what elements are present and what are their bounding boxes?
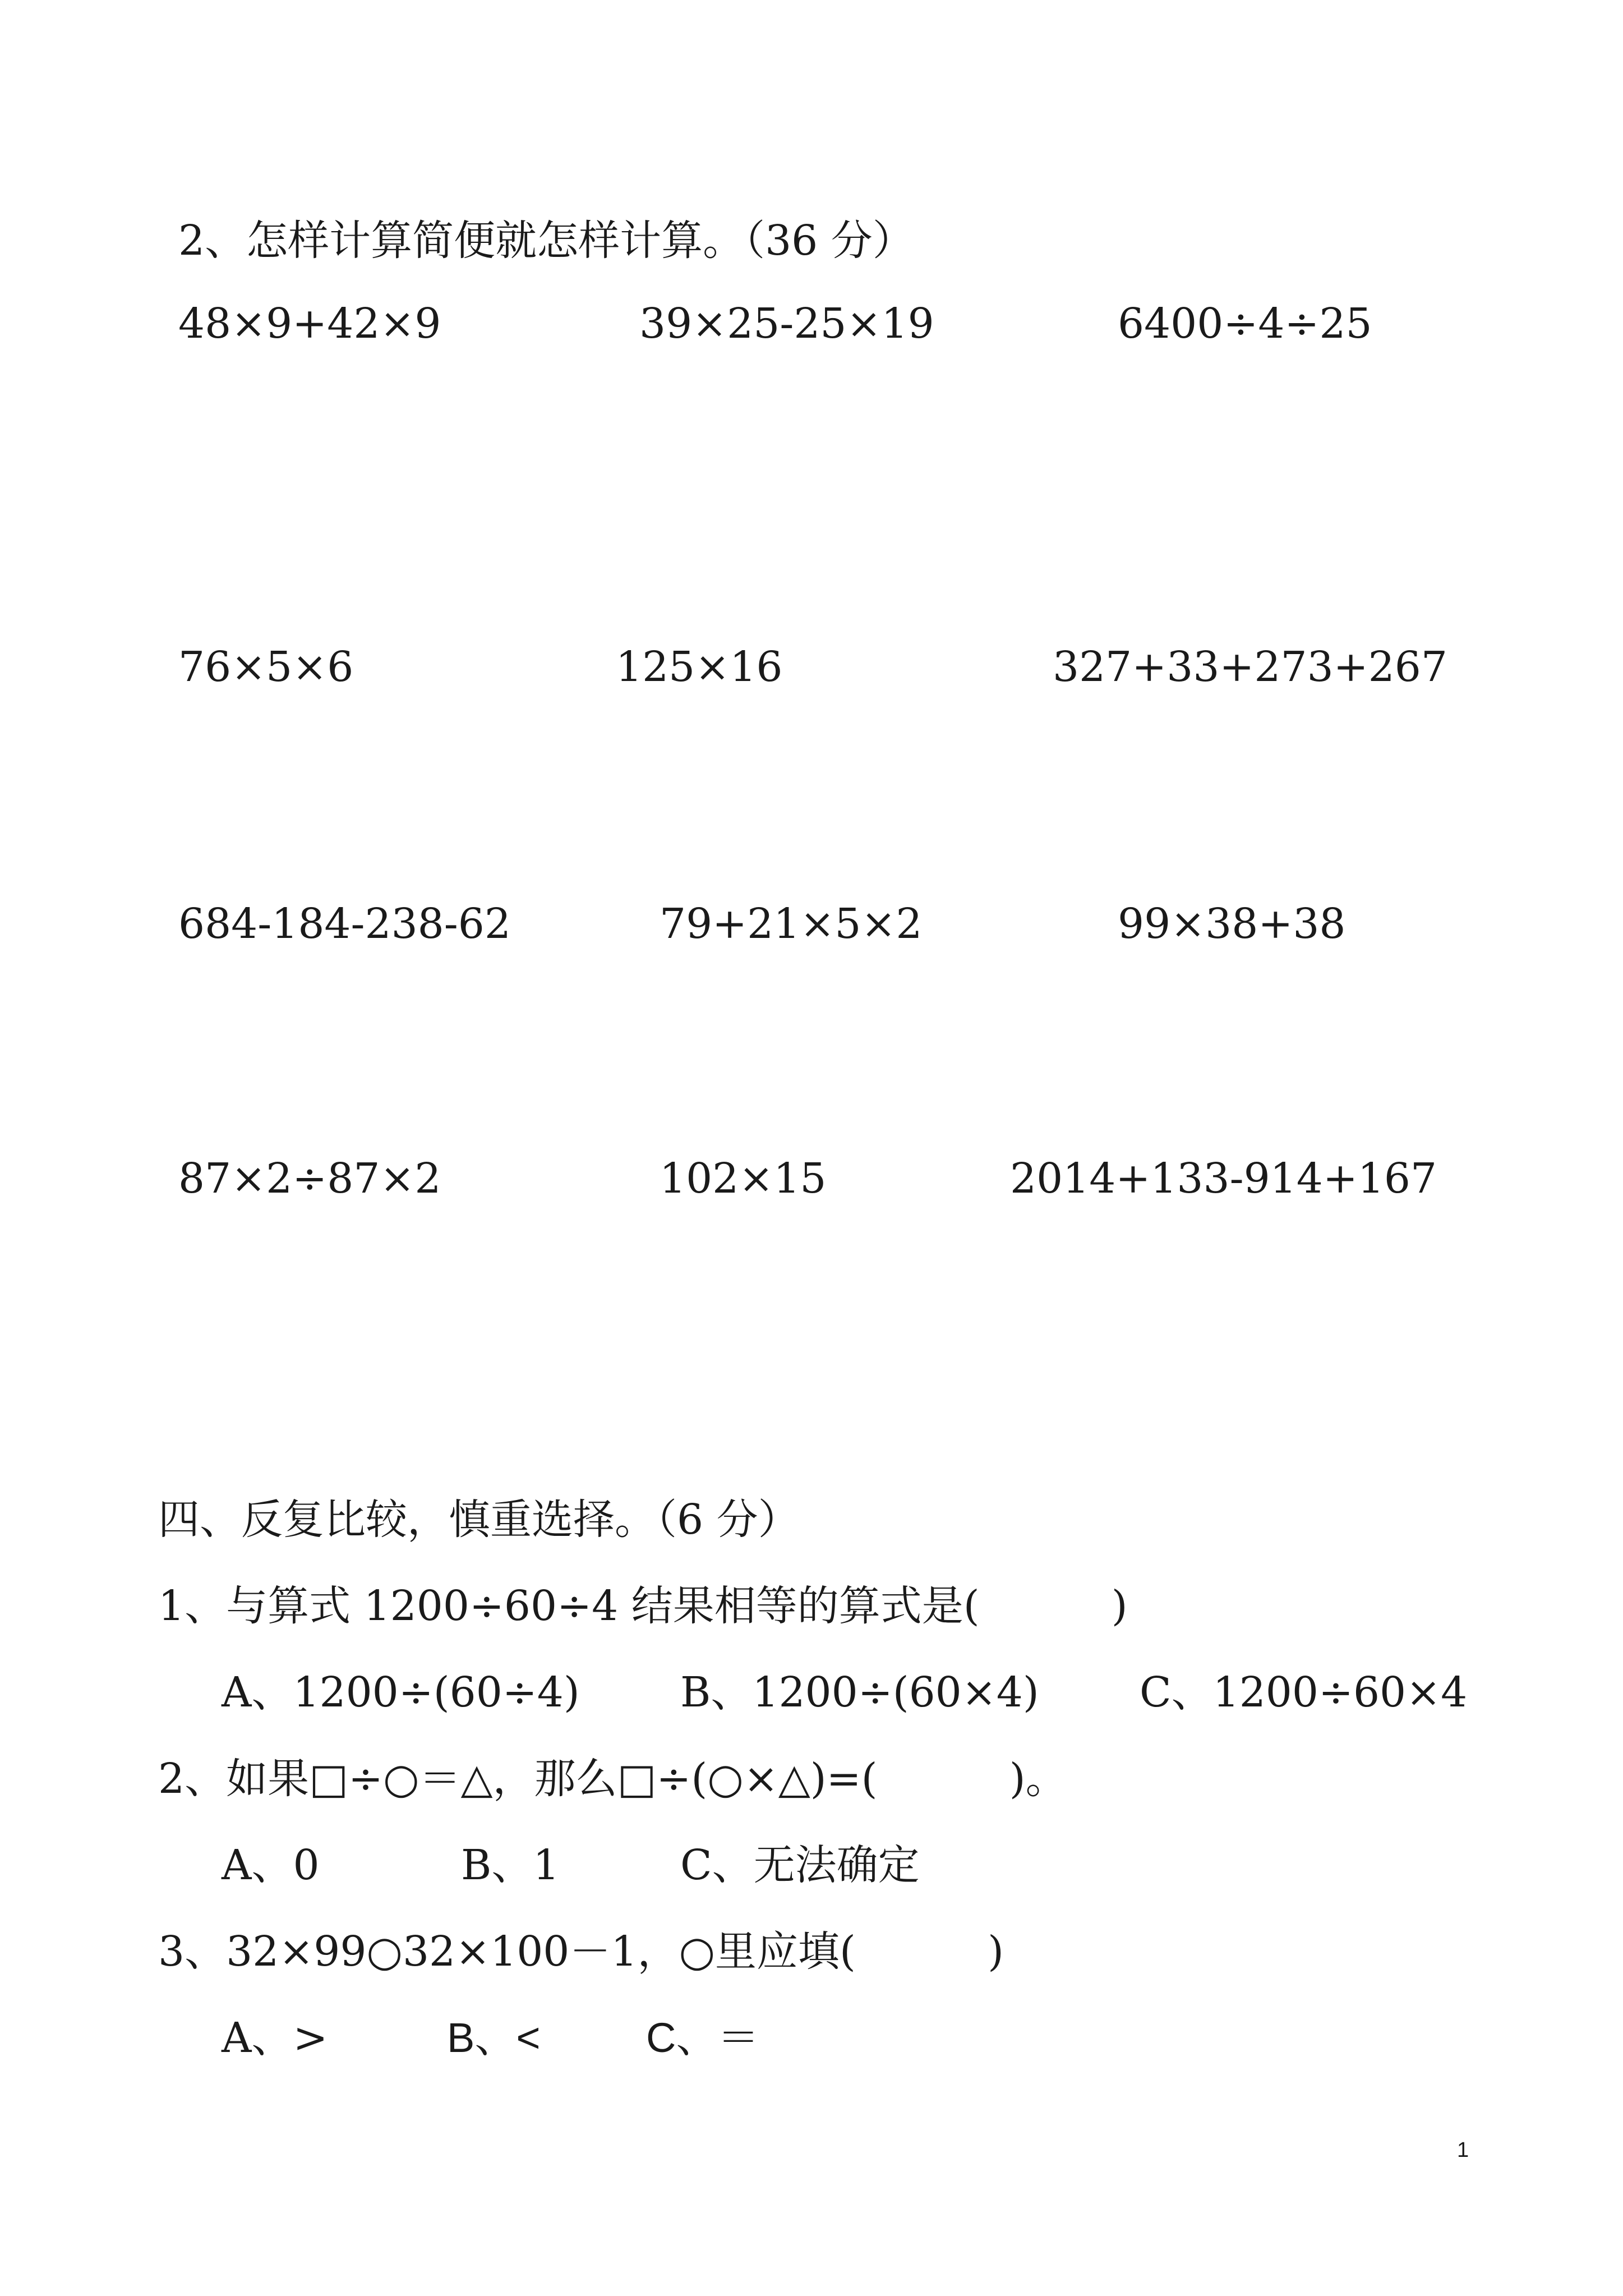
expression-7: 684-184-238-62 [178, 900, 511, 948]
expression-5: 125×16 [616, 643, 783, 691]
expression-12: 2014+133-914+167 [1010, 1154, 1437, 1203]
question-3-option-b: B、< [447, 2014, 541, 2061]
question-2-option-b: B、1 [461, 1841, 560, 1889]
expression-8: 79+21×5×2 [660, 900, 923, 948]
question-3: 3、32×99○32×100－1，○里应填( ) [158, 1927, 1004, 1976]
question-3-option-a: A、> [222, 2014, 328, 2062]
expression-6: 327+33+273+267 [1053, 643, 1447, 691]
expression-9: 99×38+38 [1118, 900, 1346, 948]
section-2-heading: 2、怎样计算简便就怎样计算。（36 分） [178, 217, 914, 265]
expression-2: 39×25-25×19 [639, 300, 934, 348]
section-4-heading: 四、反复比较，慎重选择。（6 分） [158, 1496, 800, 1544]
expression-10: 87×2÷87×2 [178, 1154, 441, 1203]
question-2-option-a: A、0 [222, 1841, 320, 1889]
question-2: 2、如果□÷○＝△，那么□÷(○×△)=( )。 [158, 1755, 1067, 1803]
question-1-option-a: A、1200÷(60÷4) [222, 1668, 580, 1717]
expression-1: 48×9+42×9 [178, 300, 441, 348]
question-1-option-c: C、1200÷60×4 [1140, 1668, 1468, 1717]
question-1: 1、与算式 1200÷60÷4 结果相等的算式是( ) [158, 1582, 1128, 1630]
question-1-option-b: B、1200÷(60×4) [680, 1668, 1039, 1717]
expression-11: 102×15 [660, 1154, 827, 1203]
question-2-option-c: C、无法确定 [680, 1841, 920, 1889]
expression-4: 76×5×6 [178, 643, 354, 691]
question-3-option-c: C、＝ [646, 2014, 759, 2061]
page-number: 1 [1457, 2138, 1469, 2162]
expression-3: 6400÷4÷25 [1118, 300, 1372, 348]
